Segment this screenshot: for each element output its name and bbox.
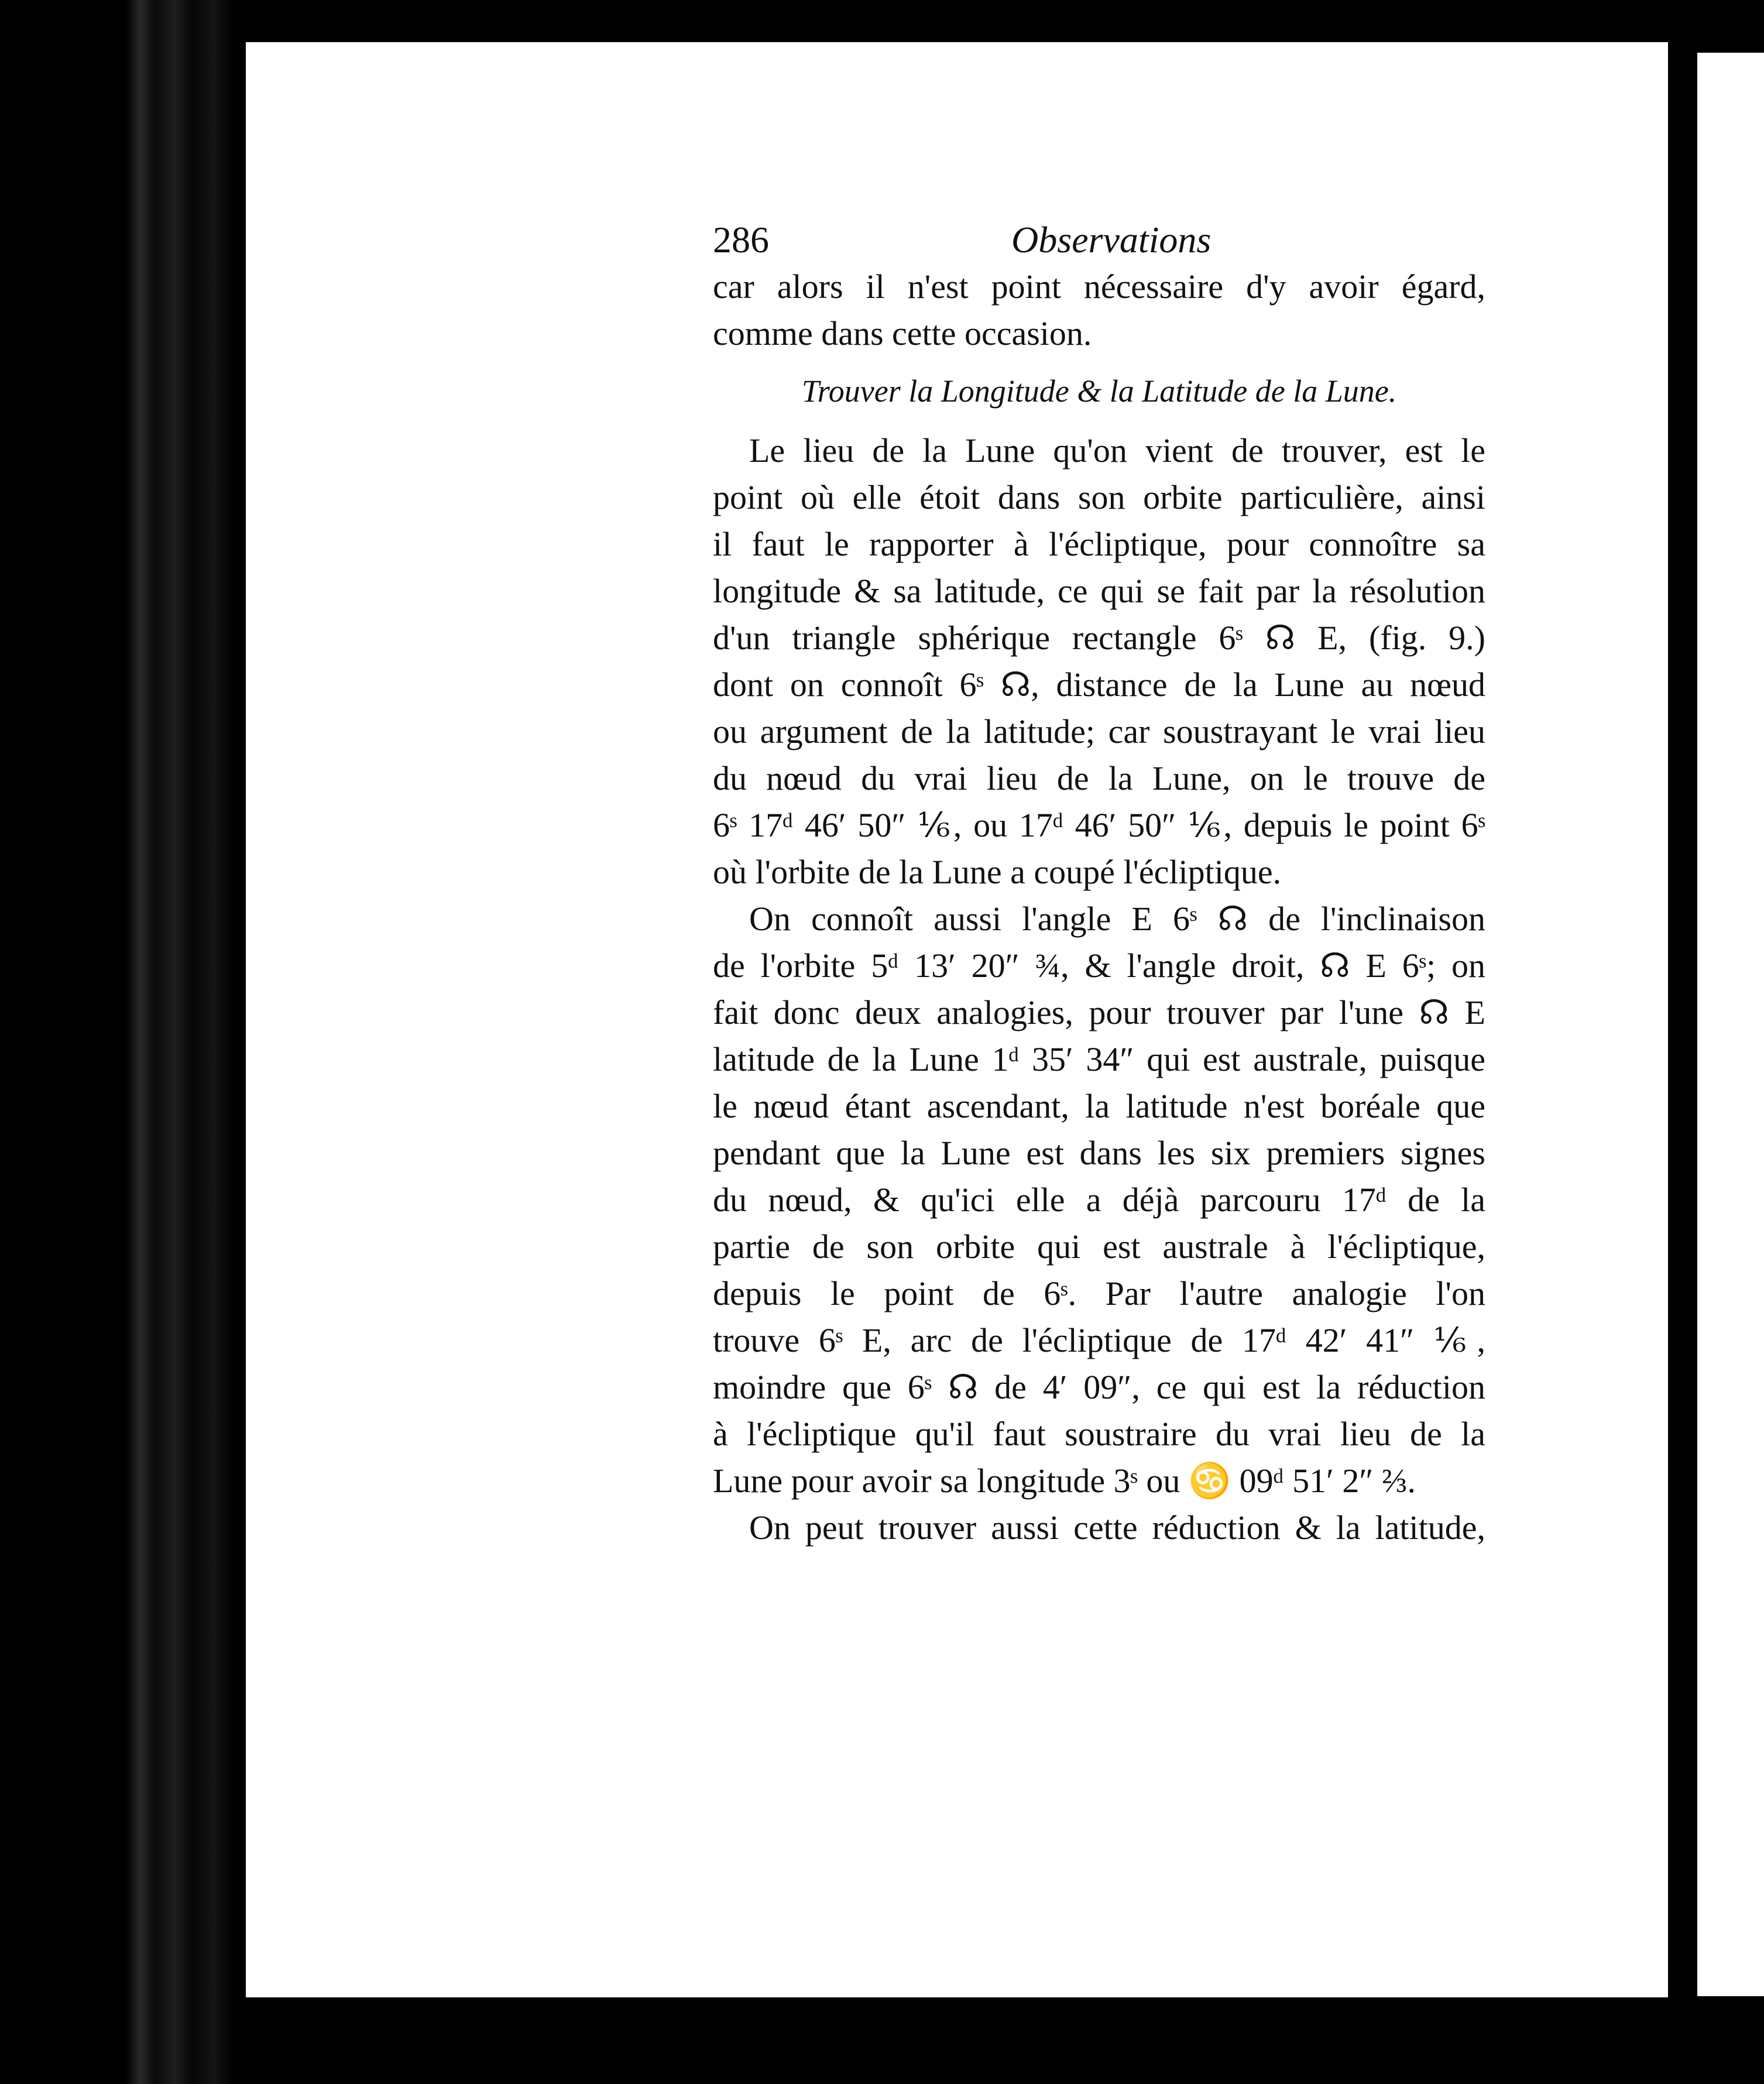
text-line: à l'écliptique qu'il faut soustraire du vrai lieu de la [713, 1415, 1485, 1453]
text-line: le nœud étant ascendant, la latitude n'est boréale que [713, 1087, 1485, 1125]
text-line: il faut le rapporter à l'écliptique, pour connoître sa [713, 525, 1485, 563]
running-title: Observations [1011, 219, 1212, 260]
facing-page-edge [1697, 53, 1764, 1996]
paragraph [713, 427, 1485, 896]
text-line: depuis le point de 6ˢ. Par l'autre analogie l'on [713, 1274, 1485, 1312]
text-line: du nœud, & qu'ici elle a déjà parcouru 17ᵈ de la [713, 1181, 1485, 1219]
text-line: moindre que 6ˢ ☊ de 4′ 09″, ce qui est la réduction [713, 1368, 1485, 1406]
text-line: longitude & sa latitude, ce qui se fait par la résolution [713, 572, 1485, 610]
page-header [713, 217, 1485, 263]
text-line: de l'orbite 5ᵈ 13′ 20″ ¾, & l'angle droit, ☊ E 6ˢ; on [713, 947, 1485, 985]
page-number: 286 [713, 219, 769, 260]
text-line: trouve 6ˢ E, arc de l'écliptique de 17ᵈ 42′ 41″ ⅙, [713, 1321, 1485, 1359]
text-line: dont on connoît 6ˢ ☊, distance de la Lune au nœud [713, 666, 1485, 704]
paragraph [713, 896, 1485, 1504]
intro-text [713, 263, 1485, 357]
section-heading: Trouver la Longitude & la Latitude de la Lune. [801, 373, 1397, 409]
text-line: fait donc deux analogies, pour trouver par l'une ☊ E [713, 993, 1485, 1031]
text-line: point où elle étoit dans son orbite particulière, ainsi [713, 478, 1485, 516]
page-text [713, 217, 1485, 1551]
text-line: latitude de la Lune 1ᵈ 35′ 34″ qui est australe, puisque [713, 1040, 1485, 1078]
paragraph [713, 1504, 1485, 1551]
text-line: pendant que la Lune est dans les six premiers signes [713, 1134, 1485, 1172]
text-line: partie de son orbite qui est australe à l'écliptique, [713, 1228, 1485, 1266]
text-line: On peut trouver aussi cette réduction & la latitude, [749, 1509, 1485, 1547]
text-line: 6ˢ 17ᵈ 46′ 50″ ⅙, ou 17ᵈ 46′ 50″ ⅙, depuis le point 6ˢ [713, 806, 1485, 844]
text-line: ou argument de la latitude; car soustrayant le vrai lieu [713, 712, 1485, 750]
text-line: du nœud du vrai lieu de la Lune, on le trouve de [713, 759, 1485, 797]
text-line: d'un triangle sphérique rectangle 6ˢ ☊ E, (fig. 9.) [713, 619, 1485, 657]
text-line: où l'orbite de la Lune a coupé l'écliptique. [713, 853, 1282, 891]
text-line: comme dans cette occasion. [713, 314, 1092, 352]
text-line: On connoît aussi l'angle E 6ˢ ☊ de l'inclinaison [749, 900, 1485, 938]
text-line: Lune pour avoir sa longitude 3ˢ ou ♋ 09ᵈ 51′ 2″ ⅔. [713, 1462, 1416, 1500]
text-line: Le lieu de la Lune qu'on vient de trouver, est le [749, 431, 1485, 469]
text-line: car alors il n'est point nécessaire d'y avoir égard, [713, 268, 1485, 306]
book-spine [0, 0, 246, 2084]
